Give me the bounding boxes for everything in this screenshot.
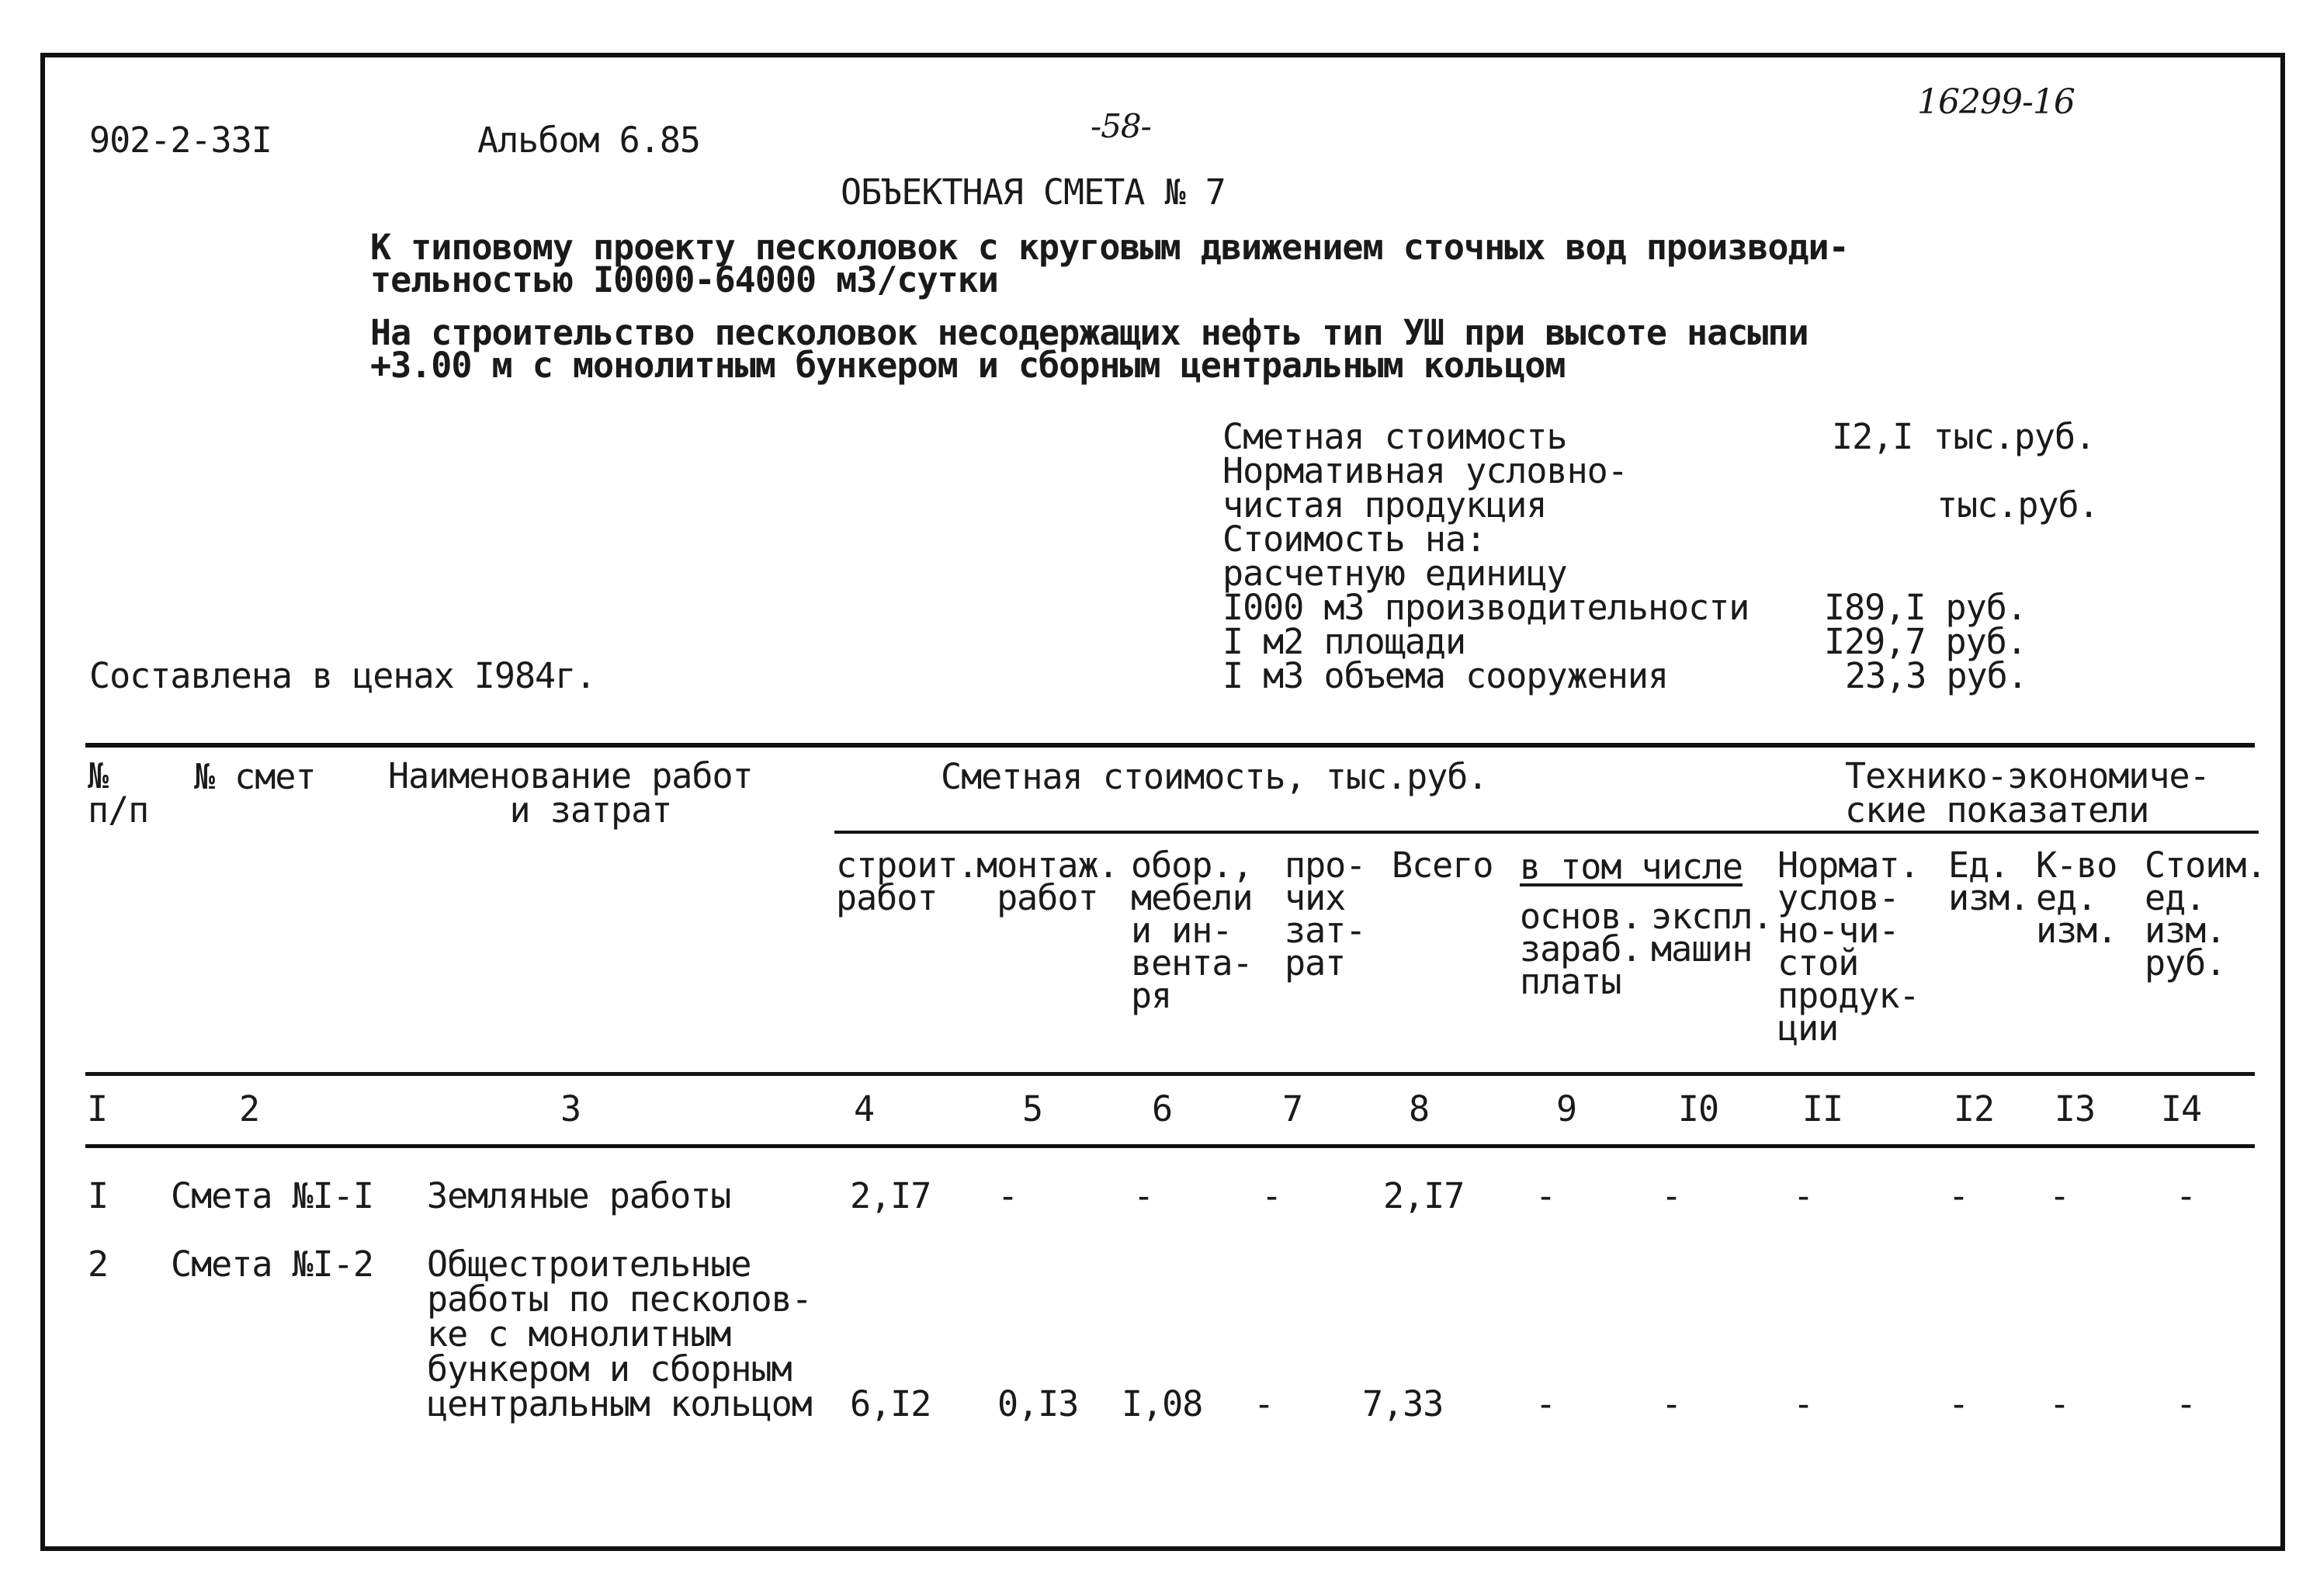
col-number-4: 4 (853, 1088, 875, 1129)
row-work-name: Общестроительные работы по песколов- ке с монолитным бункером и сборным центральным кольцом (427, 1244, 812, 1424)
row-installation-cost: 0,I3 (997, 1383, 1079, 1424)
per-capacity-value: I89,I руб. (1824, 587, 2027, 628)
per-area-label: I м2 площади (1222, 621, 1466, 662)
unit-label: расчетную единицу (1222, 553, 1567, 594)
header-estimate-number: № смет (194, 756, 316, 797)
row-normative: - (1793, 1175, 1814, 1216)
col-number-1: I (86, 1088, 108, 1129)
row-unit-count: - (2049, 1175, 2070, 1216)
col-number-12: I2 (1953, 1088, 1995, 1129)
row-other-cost: - (1261, 1175, 1282, 1216)
normative-product-label-1: Нормативная условно- (1222, 450, 1628, 491)
document-code: 902-2-33I (89, 120, 272, 161)
row-unit: - (1948, 1175, 1969, 1216)
header-bottom-rule (85, 1072, 2255, 1076)
row-estimate: Смета №I-I (171, 1175, 373, 1216)
row-machines: - (1661, 1175, 1682, 1216)
header-col-unit-cost: Стоим. ед. изм. руб. (2145, 845, 2266, 984)
header-col-normative: Нормат. услов- но-чи- стой продук- ции (1777, 845, 1919, 1049)
header-col-unit: Ед. изм. (1948, 845, 2030, 918)
header-tech-group: Технико-экономиче- ские показатели (1845, 755, 2210, 831)
row-equipment-cost: I,08 (1122, 1383, 1203, 1424)
description-line-4: +3.00 м с монолитным бункером и сборным центральным кольцом (370, 345, 1566, 386)
normative-product-value: тыс.руб. (1937, 484, 2099, 526)
header-col-machines: экспл. машин (1651, 896, 1773, 970)
row-machines: - (1661, 1383, 1682, 1424)
header-col-wages: основ. зараб. платы (1520, 896, 1642, 1002)
header-col-construction: строит. работ (836, 845, 978, 918)
prices-note: Составлена в ценах I984г. (89, 655, 596, 696)
row-construction-cost: 6,I2 (850, 1383, 931, 1424)
estimated-cost-label: Сметная стоимость (1222, 416, 1567, 457)
cost-on-label: Стоимость на: (1222, 519, 1486, 560)
col-number-7: 7 (1281, 1088, 1303, 1129)
archive-stamp: 16299-16 (1917, 82, 2075, 122)
header-work-name: Наименование работ и затрат (388, 755, 753, 831)
col-number-8: 8 (1408, 1088, 1430, 1129)
col-number-3: 3 (560, 1088, 581, 1129)
normative-product-label-2: чистая продукция (1222, 484, 1547, 526)
row-unit-count: - (2049, 1383, 2070, 1424)
description-line-3: На строительство песколовок несодержащих нефть тип УШ при высоте насыпи (370, 312, 1808, 353)
album-label: Альбом 6.85 (477, 120, 701, 161)
col-number-9: 9 (1555, 1088, 1577, 1129)
header-col-other: про- чих зат- рат (1285, 845, 1366, 984)
row-wages: - (1535, 1175, 1556, 1216)
row-wages: - (1535, 1383, 1556, 1424)
col-number-13: I3 (2054, 1088, 2096, 1129)
column-numbers-rule (85, 1144, 2255, 1148)
row-unit: - (1948, 1383, 1969, 1424)
row-total-cost: 2,I7 (1383, 1175, 1465, 1216)
col-number-14: I4 (2160, 1088, 2202, 1129)
col-number-5: 5 (1021, 1088, 1043, 1129)
estimated-cost-value: I2,I тыс.руб. (1832, 416, 2096, 457)
row-installation-cost: - (997, 1175, 1018, 1216)
row-number: 2 (88, 1244, 109, 1285)
header-col-installation: монтаж. работ (976, 845, 1118, 918)
per-capacity-label: I000 м3 производительности (1222, 587, 1750, 628)
row-unit-cost: - (2176, 1175, 2197, 1216)
cost-group-rule (834, 831, 2259, 834)
row-work-name: Земляные работы (427, 1175, 731, 1216)
row-normative: - (1793, 1383, 1814, 1424)
per-volume-value: 23,3 руб. (1845, 655, 2027, 696)
row-equipment-cost: - (1133, 1175, 1154, 1216)
document-title: ОБЪЕКТНАЯ СМЕТА № 7 (841, 172, 1226, 213)
row-construction-cost: 2,I7 (850, 1175, 931, 1216)
description-line-1: К типовому проекту песколовок с круговым движением сточных вод производи- (370, 227, 1849, 268)
header-col-equipment: обор., мебели и ин- вента- ря (1131, 845, 1253, 1016)
per-volume-label: I м3 объема сооружения (1222, 655, 1669, 696)
col-number-2: 2 (238, 1088, 260, 1129)
header-row-number: № п/п (88, 755, 149, 831)
col-number-6: 6 (1151, 1088, 1173, 1129)
row-number: I (88, 1175, 109, 1216)
header-col-unit-count: К-во ед. изм. (2036, 845, 2117, 951)
header-including: в том числе (1520, 846, 1743, 887)
header-col-total: Всего (1392, 845, 1493, 886)
row-other-cost: - (1254, 1383, 1274, 1424)
row-unit-cost: - (2176, 1383, 2197, 1424)
description-line-2: тельностью I0000-64000 м3/сутки (370, 259, 998, 300)
table-top-rule (85, 743, 2255, 748)
per-area-value: I29,7 руб. (1824, 621, 2027, 662)
col-number-11: II (1802, 1088, 1843, 1129)
header-cost-group: Сметная стоимость, тыс.руб. (941, 756, 1488, 797)
col-number-10: I0 (1677, 1088, 1719, 1129)
row-estimate: Смета №I-2 (171, 1244, 373, 1285)
row-total-cost: 7,33 (1362, 1383, 1444, 1424)
page-number: -58- (1091, 107, 1151, 145)
